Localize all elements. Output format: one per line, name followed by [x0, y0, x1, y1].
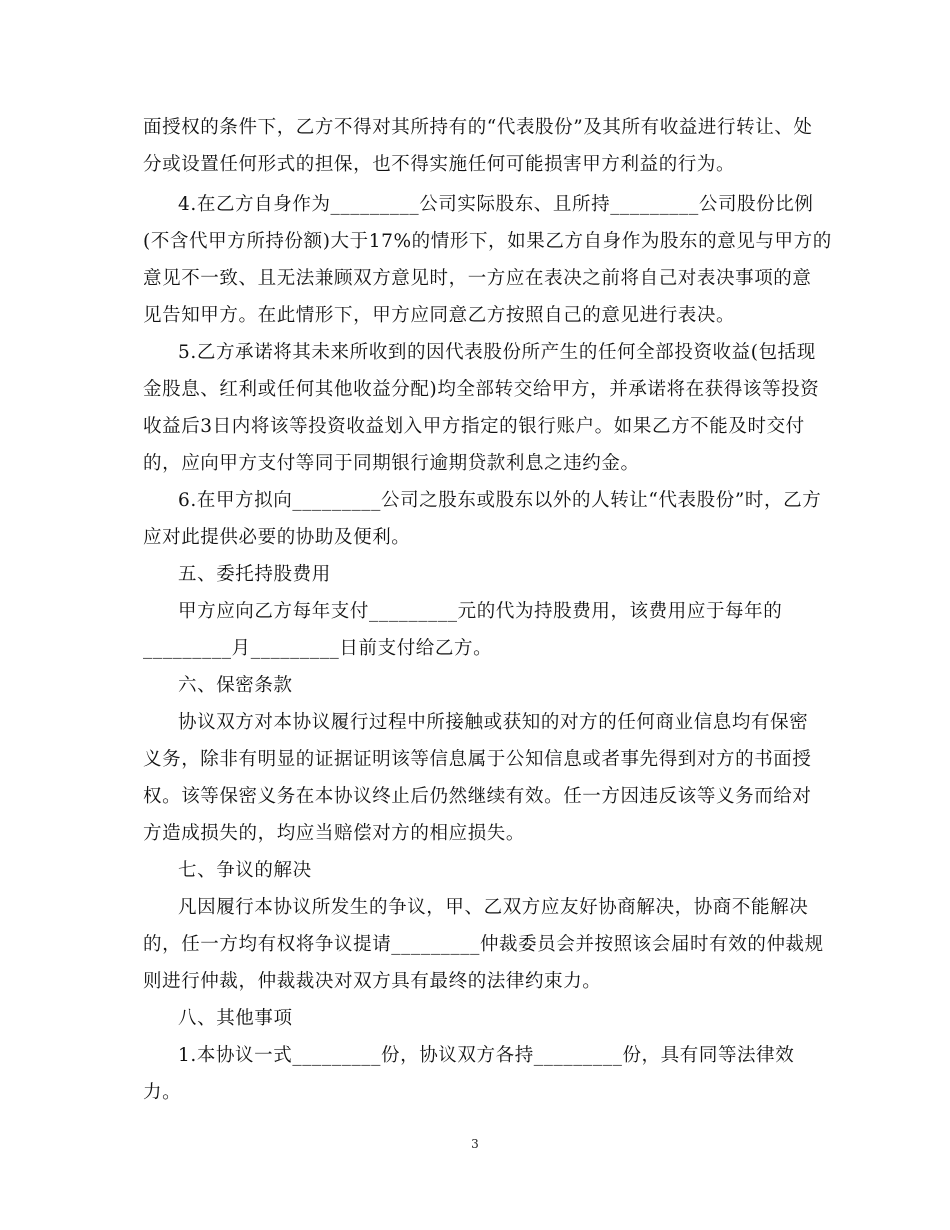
clause-5-line: 5.乙方承诺将其未来所收到的因代表股份所产生的任何全部投资收益(包括现: [178, 342, 816, 363]
text-line: _________月_________日前支付给乙方。: [143, 638, 493, 659]
text-line: 意见不一致、且无法兼顾双方意见时，一方应在表决之前将自己对表决事项的意: [143, 268, 812, 289]
text-line: 的，任一方均有权将争议提请_________仲裁委员会并按照该会届时有效的仲裁规: [143, 934, 824, 955]
text-line: (不含代甲方所持份额)大于17%的情形下，如果乙方自身作为股东的意见与甲方的: [143, 231, 832, 252]
text-line: 义务，除非有明显的证据证明该等信息属于公知信息或者事先得到对方的书面授: [143, 749, 812, 770]
text-line: 分或设置任何形式的担保，也不得实施任何可能损害甲方利益的行为。: [143, 154, 736, 175]
text-line: 甲方应向乙方每年支付_________元的代为持股费用，该费用应于每年的: [178, 601, 783, 622]
section-heading-confidentiality: 六、保密条款: [178, 675, 293, 696]
section-heading-fees: 五、委托持股费用: [178, 564, 331, 585]
text-line: 面授权的条件下，乙方不得对其所持有的“代表股份”及其所有收益进行转让、处: [143, 117, 813, 138]
text-line: 见告知甲方。在此情形下，甲方应同意乙方按照自己的意见进行表决。: [143, 305, 736, 326]
text-line: 金股息、红利或任何其他收益分配)均全部转交给甲方，并承诺将在获得该等投资: [143, 379, 820, 400]
page-number: 3: [471, 1137, 479, 1151]
text-line: 权。该等保密义务在本协议终止后仍然继续有效。任一方因违反该等义务而给对: [143, 786, 812, 807]
text-line: 凡因履行本协议所发生的争议，甲、乙双方应友好协商解决，协商不能解决: [178, 897, 809, 918]
text-line: 应对此提供必要的协助及便利。: [143, 527, 411, 548]
text-line: 力。: [143, 1082, 182, 1103]
text-line: 协议双方对本协议履行过程中所接触或获知的对方的任何商业信息均有保密: [178, 712, 809, 733]
text-line: 收益后3日内将该等投资收益划入甲方指定的银行账户。如果乙方不能及时交付: [143, 416, 805, 437]
text-line: 的，应向甲方支付等同于同期银行逾期贷款利息之违约金。: [143, 453, 640, 474]
clause-1-line: 1.本协议一式_________份，协议双方各持_________份，具有同等法律效: [178, 1045, 795, 1066]
clause-4-line: 4.在乙方自身作为_________公司实际股东、且所持_________公司股份比例: [178, 194, 814, 215]
text-line: 方造成损失的，均应当赔偿对方的相应损失。: [143, 823, 526, 844]
section-heading-disputes: 七、争议的解决: [178, 860, 312, 881]
section-heading-other: 八、其他事项: [178, 1008, 293, 1029]
clause-6-line: 6.在甲方拟向_________公司之股东或股东以外的人转让“代表股份”时，乙方: [178, 490, 822, 511]
text-line: 则进行仲裁，仲裁裁决对双方具有最终的法律约束力。: [143, 971, 602, 992]
